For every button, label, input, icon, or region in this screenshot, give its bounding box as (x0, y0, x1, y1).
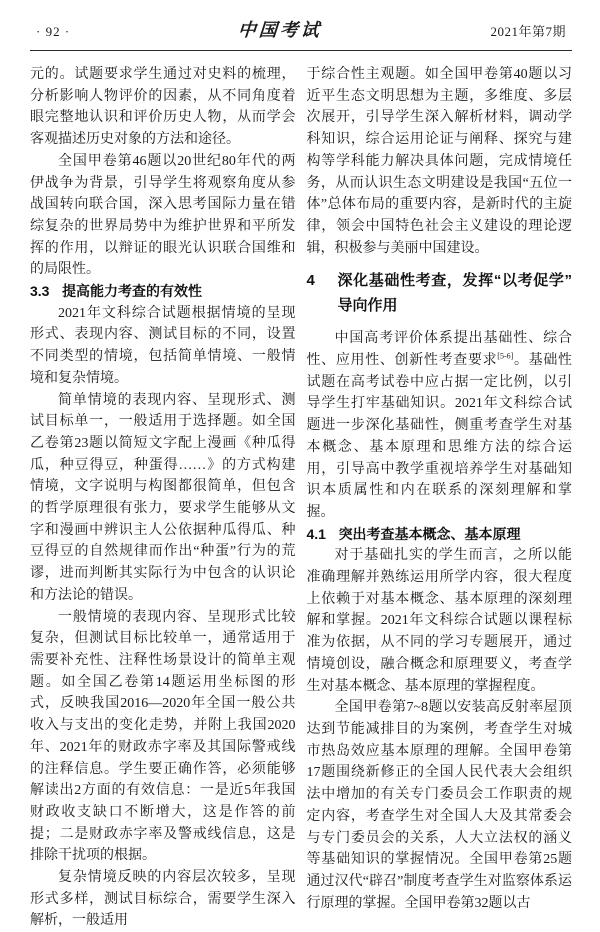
running-head (30, 10, 572, 50)
page-number: · 92 · (36, 24, 71, 39)
left-column (30, 64, 296, 932)
chapter-title: 深化基础性考查，发挥“以考促学”导向作用 (337, 272, 572, 315)
paragraph: 全国甲卷第7~8题以安装高反射率屋顶达到节能减排目的为案例，考查学生对城市热岛效应基本原理的理解。全国甲卷第17题围绕新修正的全国人民代表大会组织法中增加的有关专门委员会工作职责的规定内容，考查学生对全国人大及其常委会与专门委员会的关系，人大立法权的涵义等基础知识的掌握情况。全国甲卷第25题通过汉代“辟召”制度考查学生对监察体系运行原理的掌握。全国甲卷第32题以古 (306, 700, 572, 911)
section-heading-3-3 (30, 281, 296, 303)
right-column (307, 64, 573, 932)
paragraph: 于综合性主观题。如全国甲卷第40题以习近平生态文明思想为主题，多维度、多层次展开，引导学生深入解析材料，调动学科知识，综合运用论证与阐释、探究与建构等学科能力解决具体问题，完成情境任务，从而认识生态文明建设是我国“五位一体”总体布局的重要内容，是新时代的主旋律，领会中国特色社会主义建设的理论逻辑，积极参与美丽中国建设。 (306, 67, 572, 256)
paragraph-text: 中国高考评价体系提出基础性、综合性、应用性、创新性考查要求 (306, 331, 572, 369)
article-body (30, 64, 572, 932)
section-number: 4.1 (306, 525, 326, 542)
section-title: 突出考查基本概念、基本原理 (338, 525, 521, 542)
paragraph: 简单情境的表现内容、呈现形式、测试目标单一，一般适用于选择题。如全国乙卷第23题以简短文字配上漫画《种瓜得瓜，种豆得豆，种蛋得……》的方式构建情境，文字说明与构图都很简单，但包含的哲学原理很有张力，要求学生能够从文字和漫画中辨识主人公依据种瓜得瓜、种豆得豆的自然规律而作出“种蛋”行为的荒谬，进而判断其实际行为中包含的认识论和方法论的错误。 (30, 392, 296, 603)
journal-title: 中国考试 (237, 20, 323, 41)
paragraph: 复杂情境反映的内容层次较多，呈现形式多样，测试目标综合，需要学生深入解析，一般适用 (30, 870, 296, 929)
paragraph: 元的。试题要求学生通过对史料的梳理，分析影响人物评价的因素，从不同角度着眼完整地认识和评价历史人物，从而学会客观描述历史对象的方法和途径。 (30, 67, 296, 148)
paragraph: 2021年文科综合试题根据情境的呈现形式、表现内容、测试目标的不同，设置不同类型的情境，包括简单情境、一般情境和复杂情境。 (30, 305, 296, 386)
paragraph: 全国甲卷第46题以20世纪80年代的两伊战争为背景，引导学生将观察角度从参战国转向联合国，深入思考国际力量在错综复杂的世界局势中为维护世界和平所发挥的作用，以辩证的眼光认识联合国维和的局限性。 (30, 153, 296, 278)
section-title: 提高能力考查的有效性 (62, 283, 203, 300)
citation-superscript: [5-6] (497, 351, 514, 361)
section-heading-4-1 (307, 524, 573, 546)
chapter-heading-4 (307, 268, 573, 318)
issue-info: 2021年第7期 (490, 24, 566, 39)
paragraph-text: 。基础性试题在高考试卷中应占据一定比例，以引导学生打牢基础知识。2021年文科综合试题进一步深化基础性，侧重考查学生对基本概念、基本原理和思维方法的综合运用，引导高中教学重视培养学生对基础知识本质属性和内在联系的深刻理解和掌握。 (306, 353, 573, 520)
paragraph-with-citation (307, 328, 573, 523)
chapter-number: 4 (306, 272, 315, 290)
paragraph: 对于基础扎实的学生而言，之所以能准确理解并熟练运用所学内容，很大程度上依赖于对基本概念、基本原理的深刻理解和掌握。2021年文科综合试题以课程标准为依据，从不同的学习专题展开，通过情境创设，融合概念和原理要义，考查学生对基本概念、基本原理的掌握程度。 (306, 548, 572, 694)
paragraph: 一般情境的表现内容、呈现形式比较复杂，但测试目标比较单一，通常适用于需要补充性、注释性场景设计的简单主观题。如全国乙卷第14题运用坐标图的形式，反映我国2016—2020年全国一般公共收入与支出的变化走势，并附上我国2020年、2021年的财政赤字率及其国际警戒线的注释信息。学生要正确作答，必须能够解读出2方面的有效信息：一是近5年我国财政收支缺口不断增大，这是作答的前提；二是财政赤字率及警戒线信息，这是排除干扰项的根据。 (30, 609, 296, 864)
section-number: 3.3 (30, 283, 50, 300)
header-rule (30, 50, 572, 51)
